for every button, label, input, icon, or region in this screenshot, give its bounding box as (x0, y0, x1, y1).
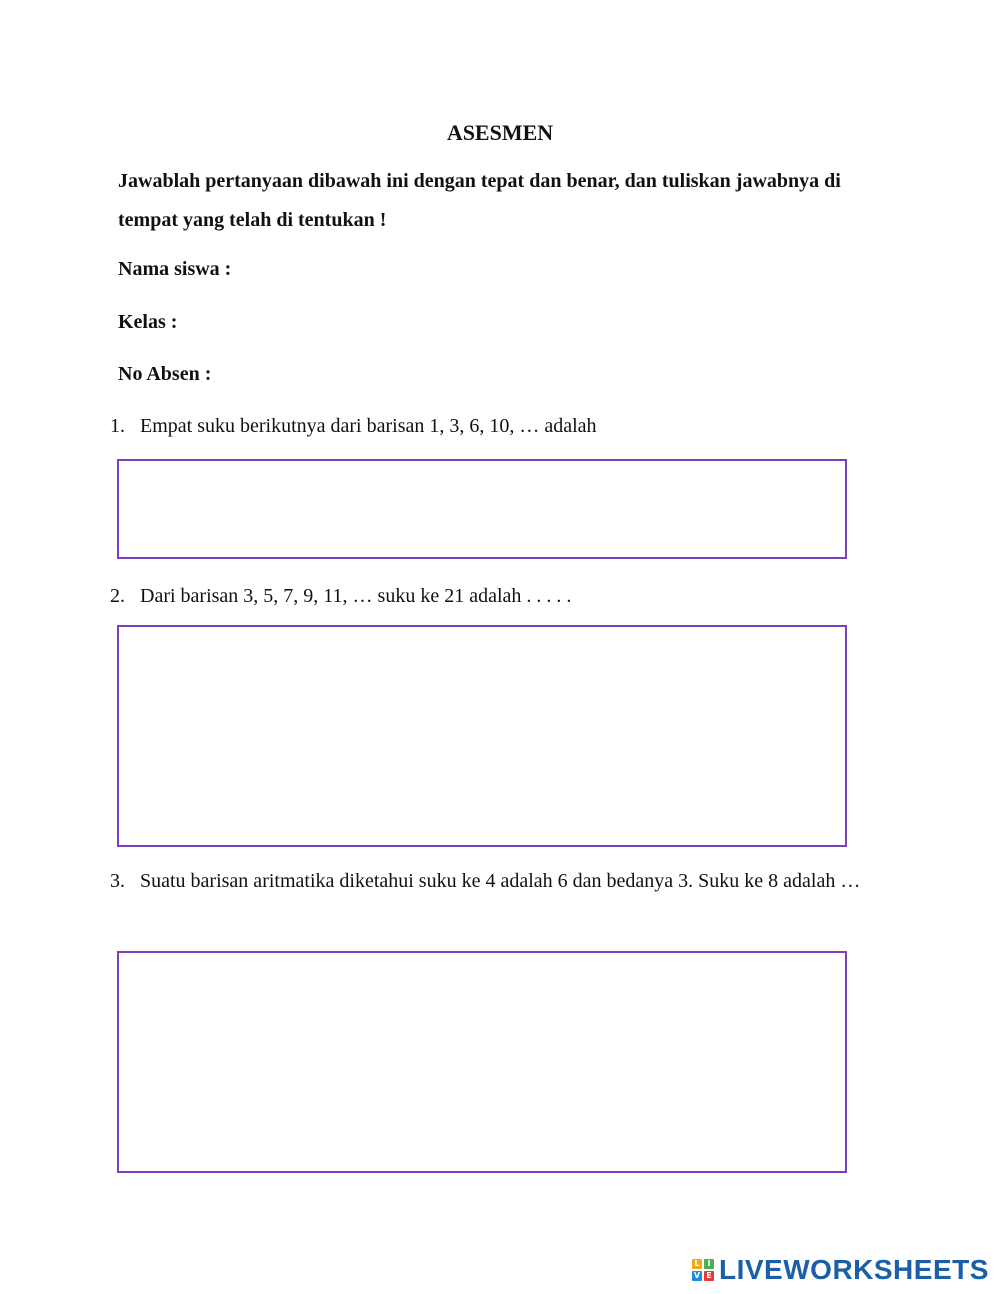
instruction-text: Jawablah pertanyaan dibawah ini dengan tepat dan benar, dan tuliskan jawabnya di tempat yang telah di tentukan ! (118, 170, 841, 231)
logo-mark-letter-v: V (693, 1271, 701, 1280)
question-number: 1. (110, 415, 125, 437)
logo-mark-letter-i: I (704, 1259, 714, 1269)
document-title: ASESMEN (446, 120, 554, 145)
question-text: Empat suku berikutnya dari barisan 1, 3, 6, 10, … adalah (140, 415, 597, 437)
answer-box-2[interactable] (117, 625, 847, 847)
question-3 (110, 862, 890, 901)
question-number: 3. (110, 870, 125, 892)
liveworksheets-mark-icon (692, 1259, 714, 1281)
question-number: 2. (110, 585, 125, 607)
question-text: Dari barisan 3, 5, 7, 9, 11, … suku ke 21 adalah . . . . . (140, 585, 572, 607)
attendance-number-label: No Absen : (118, 363, 212, 385)
class-label: Kelas : (118, 311, 178, 333)
logo-mark-letter-l: L (692, 1259, 702, 1269)
question-text: Suatu barisan aritmatika diketahui suku ke 4 adalah 6 dan bedanya 3. Suku ke 8 adalah … (140, 870, 861, 892)
answer-box-3[interactable] (117, 951, 847, 1173)
liveworksheets-logo (692, 1255, 989, 1285)
logo-text: LIVEWORKSHEETS (719, 1254, 989, 1285)
question-2 (110, 577, 890, 616)
answer-box-1[interactable] (117, 459, 847, 559)
student-name-label: Nama siswa : (118, 258, 232, 280)
logo-mark-letter-e: E (704, 1271, 714, 1281)
question-1 (110, 407, 890, 446)
